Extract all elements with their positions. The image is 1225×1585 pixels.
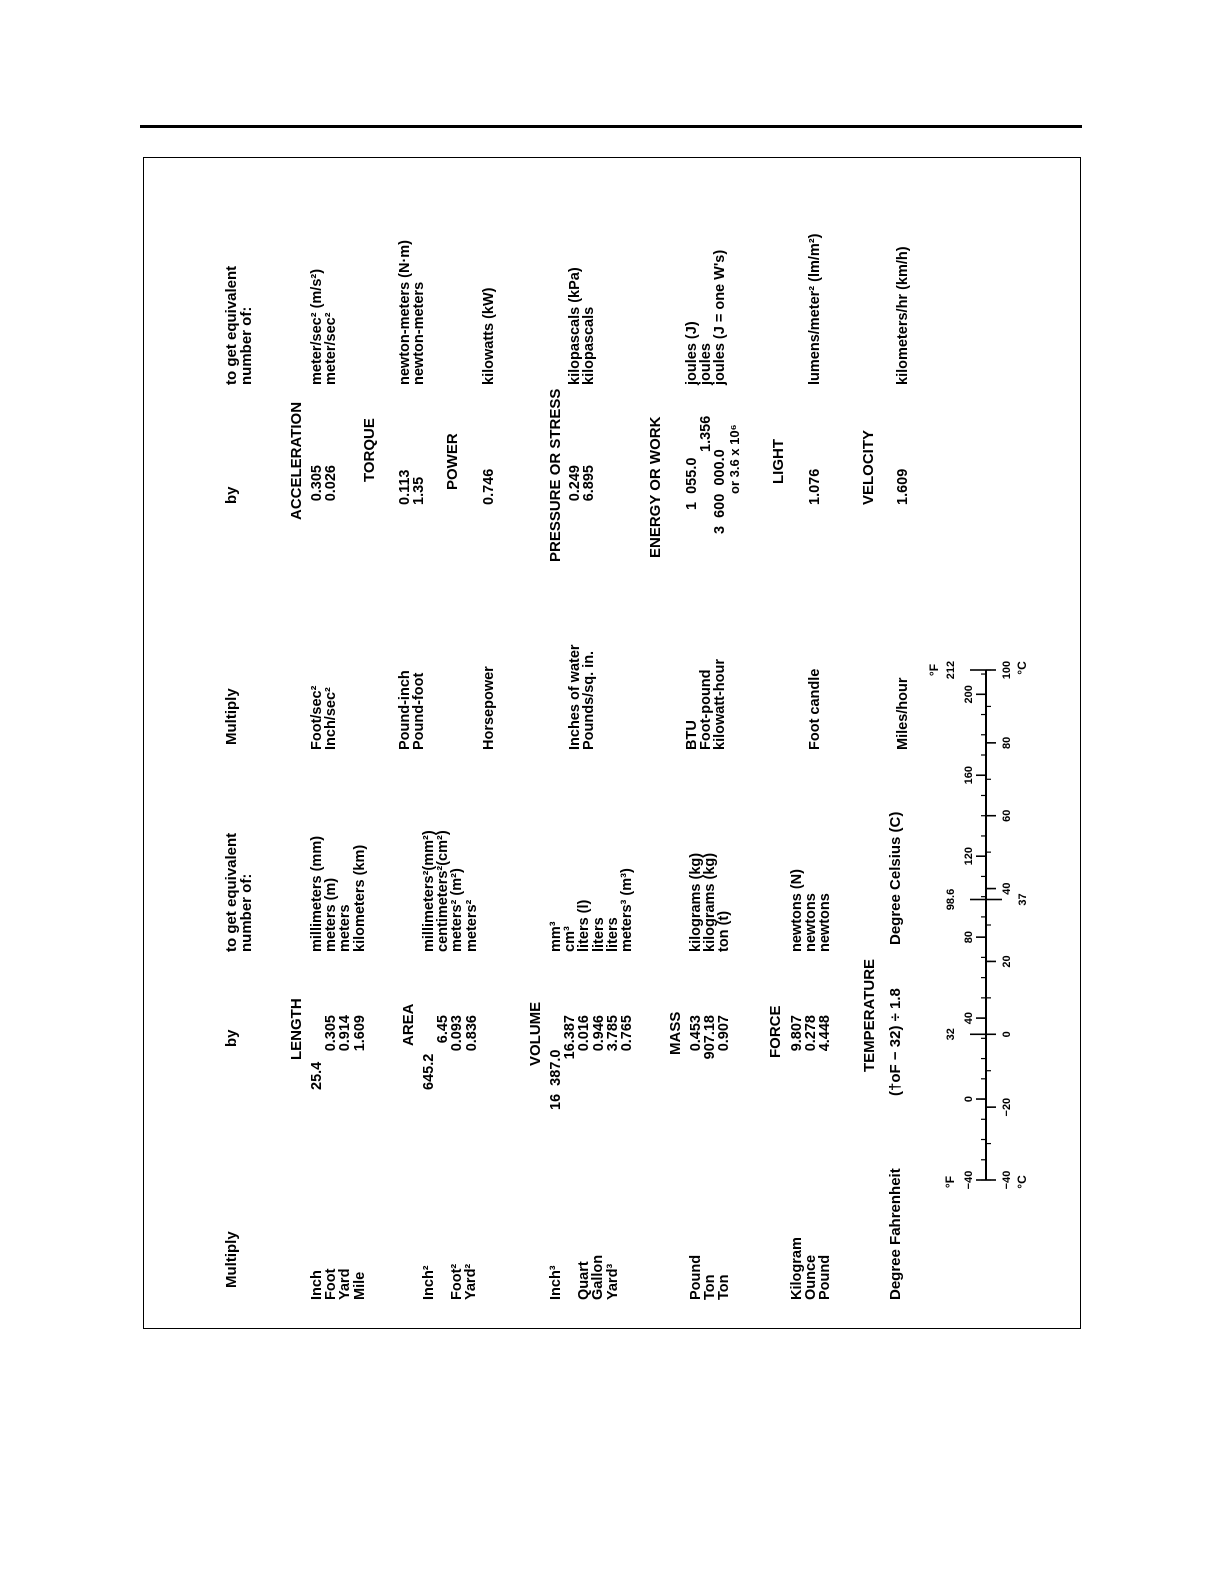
rotated-conversion-sheet bbox=[144, 158, 1082, 1330]
c-tick-label: 100 bbox=[1001, 660, 1013, 680]
left-header-equivalent: to get equivalent number of: bbox=[223, 832, 255, 952]
c-tick-label: −40 bbox=[1001, 1170, 1013, 1190]
f-special-label: 98.6 bbox=[945, 888, 957, 911]
temperature-result: Degree Celsius (C) bbox=[887, 811, 904, 945]
volume-units: Inch³ Quart Gallon Yard³ bbox=[548, 1254, 621, 1300]
section-title-area: AREA bbox=[400, 1003, 417, 1046]
f-tick-label: 160 bbox=[963, 766, 975, 785]
f-tick-label: 120 bbox=[963, 847, 975, 866]
top-rule bbox=[140, 125, 1082, 128]
thermometer-scale-svg bbox=[914, 630, 1054, 1230]
force-factors: 9.807 0.278 4.448 bbox=[789, 1015, 834, 1052]
f-special-label: 212 bbox=[945, 660, 957, 680]
right-header-multiply: Multiply bbox=[223, 688, 240, 745]
section-title-volume: VOLUME bbox=[527, 1001, 544, 1066]
section-title-length: LENGTH bbox=[288, 998, 305, 1060]
torque-factors: 0.113 1.35 bbox=[397, 469, 428, 505]
c-tick-label: 80 bbox=[1001, 736, 1013, 749]
section-title-power: POWER bbox=[444, 433, 461, 490]
c-tick-label: 40 bbox=[1001, 882, 1013, 895]
force-results: newtons (N) newtons newtons bbox=[789, 869, 834, 952]
f-tick-label: 200 bbox=[963, 685, 975, 704]
conversion-table-frame bbox=[143, 157, 1081, 1329]
f-tick-label: 40 bbox=[963, 1011, 975, 1025]
area-units: Inch² Foot² Yard² bbox=[421, 1263, 480, 1300]
f-tick-label: 80 bbox=[963, 931, 975, 944]
pressure-results: kilopascals (kPa) kilopascals bbox=[567, 267, 598, 385]
left-header-multiply: Multiply bbox=[223, 1231, 240, 1288]
acceleration-factors: 0.305 0.026 bbox=[309, 465, 340, 502]
mass-units: Pound Ton Ton bbox=[688, 1254, 733, 1300]
velocity-results: kilometers/hr (km/h) bbox=[895, 246, 911, 385]
length-factors: 25.4 0.305 0.914 1.609 bbox=[309, 1015, 368, 1090]
section-title-light: LIGHT bbox=[770, 439, 787, 484]
c-tick-label: 20 bbox=[1001, 955, 1013, 968]
section-title-acceleration: ACCELERATION bbox=[288, 401, 305, 520]
energy-factors: 1 055.0 1.356 3 600 000.0 or 3.6 x 10⁶ bbox=[684, 415, 742, 534]
section-title-pressure: PRESSURE OR STRESS bbox=[547, 388, 564, 562]
right-header-by: by bbox=[223, 486, 240, 504]
section-title-velocity: VELOCITY bbox=[860, 429, 877, 505]
acceleration-results: meter/sec² (m/s²) meter/sec² bbox=[309, 268, 340, 385]
energy-units: BTU Foot-pound kilowatt-hour bbox=[684, 658, 729, 750]
length-units: Inch Foot Yard Mile bbox=[309, 1268, 368, 1300]
torque-units: Pound-inch Pound-foot bbox=[397, 670, 428, 750]
pressure-factors: 0.249 6.895 bbox=[567, 465, 598, 502]
volume-results: mm³ cm³ liters (l) liters liters meters³ (m³) bbox=[548, 868, 636, 952]
area-factors: 645.2 6.45 0.093 0.836 bbox=[421, 1015, 480, 1090]
c-unit-label-left: °C bbox=[1015, 1175, 1029, 1189]
right-header-equivalent: to get equivalent number of: bbox=[223, 265, 255, 385]
c-tick-label: 0 bbox=[1001, 1031, 1013, 1038]
c-special-label: 37 bbox=[1017, 893, 1029, 906]
left-header-by: by bbox=[223, 1029, 240, 1047]
light-factors: 1.076 bbox=[807, 468, 823, 505]
power-factors: 0.746 bbox=[481, 468, 497, 505]
f-unit-label-left: °F bbox=[943, 1175, 957, 1189]
area-results: millimeters²(mm²) centimeters²(cm²) meters² (m²) meters² bbox=[421, 830, 480, 952]
section-title-force: FORCE bbox=[767, 1005, 784, 1058]
torque-results: newton-meters (N·m) newton-meters bbox=[397, 239, 428, 385]
section-title-mass: MASS bbox=[667, 1011, 684, 1055]
mass-factors: 0.453 907.18 0.907 bbox=[688, 1015, 733, 1060]
velocity-units: Miles/hour bbox=[895, 677, 911, 750]
c-tick-label: 60 bbox=[1001, 809, 1013, 822]
light-results: lumens/meter² (lm/m²) bbox=[807, 233, 823, 385]
mass-results: kilograms (kg) kilograms (kg) ton (t) bbox=[688, 852, 733, 952]
power-units: Horsepower bbox=[481, 666, 497, 750]
force-units: Kilogram Ounce Pound bbox=[789, 1237, 834, 1300]
length-results: millimeters (mm) meters (m) meters kilometers (km) bbox=[309, 835, 368, 952]
c-tick-label: −20 bbox=[1001, 1097, 1013, 1117]
volume-factors: 16 387.0 16.387 0.016 0.946 3.785 0.765 bbox=[548, 1015, 636, 1110]
section-title-temperature: TEMPERATURE bbox=[861, 958, 878, 1072]
power-results: kilowatts (kW) bbox=[481, 287, 497, 385]
section-title-torque: TORQUE bbox=[361, 418, 378, 482]
f-unit-label-right: °F bbox=[927, 663, 941, 677]
f-tick-label: −40 bbox=[963, 1170, 975, 1190]
f-special-label: 32 bbox=[945, 1028, 957, 1041]
pressure-units: Inches of water Pounds/sq. in. bbox=[567, 644, 598, 750]
f-tick-label: 0 bbox=[963, 1095, 975, 1103]
c-unit-label-right: °C bbox=[1015, 661, 1029, 675]
section-title-energy: ENERGY OR WORK bbox=[647, 416, 664, 558]
temperature-formula: (†oF − 32) ÷ 1.8 bbox=[887, 988, 904, 1096]
energy-results: joules (J) joules joules (J = one W's) bbox=[684, 249, 729, 385]
temperature-scale bbox=[914, 630, 1054, 1230]
acceleration-units: Foot/sec² Inch/sec² bbox=[309, 685, 340, 750]
velocity-factors: 1.609 bbox=[895, 468, 911, 505]
light-units: Foot candle bbox=[807, 668, 823, 750]
temperature-unit: Degree Fahrenheit bbox=[887, 1168, 904, 1300]
